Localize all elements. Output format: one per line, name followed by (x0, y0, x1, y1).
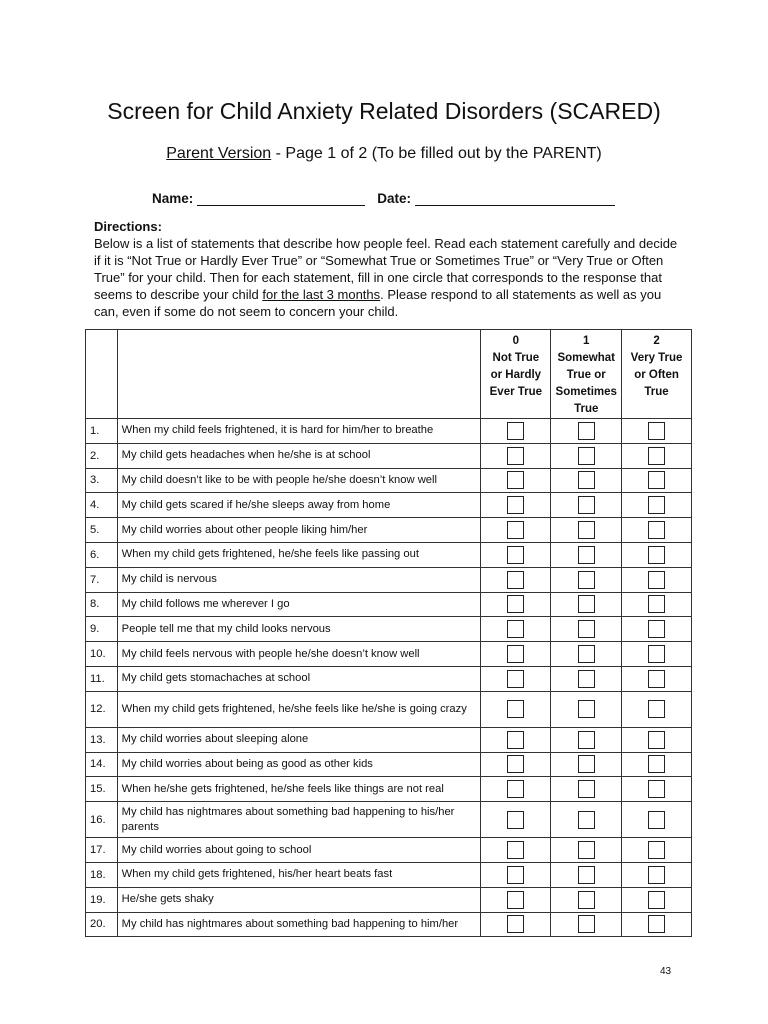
question-number: 18. (86, 862, 118, 887)
question-row (86, 493, 692, 518)
questions-body (86, 419, 692, 937)
answer-cell (622, 838, 692, 863)
answer-cell (622, 518, 692, 543)
questionnaire-table (85, 329, 692, 937)
question-text: When my child gets frightened, he/she feels like he/she is going crazy (117, 691, 481, 727)
question-number: 4. (86, 493, 118, 518)
page-subtitle (0, 145, 768, 163)
question-number: 13. (86, 727, 118, 752)
option-label-line: True (574, 403, 599, 415)
directions-text (94, 235, 684, 320)
answer-cell (481, 617, 551, 642)
name-date-row (152, 191, 632, 206)
answer-cell (551, 642, 622, 667)
answer-cell (551, 468, 622, 493)
answer-cell (481, 887, 551, 912)
answer-cell (481, 592, 551, 617)
answer-cell (481, 862, 551, 887)
answer-cell (551, 887, 622, 912)
question-row (86, 887, 692, 912)
answer-cell (481, 542, 551, 567)
question-row (86, 912, 692, 937)
answer-checkbox-2[interactable] (648, 496, 665, 514)
question-number: 3. (86, 468, 118, 493)
question-text: My child worries about being as good as other kids (117, 752, 481, 777)
answer-checkbox-0[interactable] (507, 915, 524, 933)
answer-checkbox-1[interactable] (578, 780, 595, 798)
question-row (86, 468, 692, 493)
option-label-line: Very True (630, 352, 683, 364)
option-label-line: Not True (492, 352, 540, 364)
option-label-line: or Often (634, 369, 679, 381)
question-number: 8. (86, 592, 118, 617)
question-text: My child has nightmares about something bad happening to his/her parents (117, 802, 481, 838)
question-row (86, 419, 692, 444)
question-text: When he/she gets frightened, he/she feels like things are not real (117, 777, 481, 802)
question-row (86, 727, 692, 752)
answer-cell (622, 542, 692, 567)
answer-checkbox-1[interactable] (578, 891, 595, 909)
directions-underlined-text: for the last 3 months (262, 287, 381, 302)
answer-cell (551, 542, 622, 567)
answer-checkbox-1[interactable] (578, 620, 595, 638)
answer-checkbox-0[interactable] (507, 546, 524, 564)
option-label-line: Sometimes (555, 386, 617, 398)
header-row (86, 330, 692, 419)
question-row (86, 862, 692, 887)
option-label-line: or Hardly (490, 369, 542, 381)
question-number: 20. (86, 912, 118, 937)
name-field[interactable] (197, 191, 365, 206)
question-number: 12. (86, 691, 118, 727)
directions-heading: Directions: (94, 219, 162, 234)
question-number: 9. (86, 617, 118, 642)
answer-cell (622, 727, 692, 752)
answer-checkbox-1[interactable] (578, 841, 595, 859)
question-row (86, 666, 692, 691)
question-number: 5. (86, 518, 118, 543)
answer-cell (551, 592, 622, 617)
answer-checkbox-0[interactable] (507, 595, 524, 613)
option-score: 1 (583, 335, 590, 347)
question-text: My child gets scared if he/she sleeps away from home (117, 493, 481, 518)
question-number: 17. (86, 838, 118, 863)
answer-checkbox-2[interactable] (648, 841, 665, 859)
question-text: When my child gets frightened, he/she feels like passing out (117, 542, 481, 567)
answer-checkbox-1[interactable] (578, 546, 595, 564)
answer-cell (622, 493, 692, 518)
question-text: My child follows me wherever I go (117, 592, 481, 617)
question-row (86, 518, 692, 543)
answer-cell (551, 862, 622, 887)
question-text: When my child feels frightened, it is hard for him/her to breathe (117, 419, 481, 444)
answer-cell (481, 518, 551, 543)
answer-checkbox-2[interactable] (648, 670, 665, 688)
answer-cell (551, 727, 622, 752)
question-number: 2. (86, 443, 118, 468)
question-row (86, 752, 692, 777)
question-number: 16. (86, 802, 118, 838)
header-option-1 (551, 330, 622, 419)
answer-checkbox-2[interactable] (648, 620, 665, 638)
answer-checkbox-1[interactable] (578, 700, 595, 718)
directions (94, 218, 684, 320)
answer-checkbox-1[interactable] (578, 731, 595, 749)
answer-checkbox-2[interactable] (648, 447, 665, 465)
question-text: My child worries about going to school (117, 838, 481, 863)
answer-cell (622, 777, 692, 802)
answer-checkbox-0[interactable] (507, 700, 524, 718)
answer-checkbox-1[interactable] (578, 422, 595, 440)
answer-checkbox-1[interactable] (578, 496, 595, 514)
question-number: 10. (86, 642, 118, 667)
question-text: My child worries about other people liking him/her (117, 518, 481, 543)
answer-cell (481, 666, 551, 691)
question-row (86, 691, 692, 727)
answer-checkbox-1[interactable] (578, 811, 595, 829)
header-option-0 (481, 330, 551, 419)
answer-cell (622, 691, 692, 727)
answer-checkbox-0[interactable] (507, 471, 524, 489)
answer-cell (622, 443, 692, 468)
answer-cell (622, 642, 692, 667)
answer-cell (481, 802, 551, 838)
answer-cell (551, 518, 622, 543)
answer-checkbox-2[interactable] (648, 645, 665, 663)
answer-cell (551, 419, 622, 444)
answer-checkbox-1[interactable] (578, 521, 595, 539)
question-row (86, 642, 692, 667)
question-text: My child worries about sleeping alone (117, 727, 481, 752)
question-text: My child doesn’t like to be with people he/she doesn’t know well (117, 468, 481, 493)
question-text: My child gets stomachaches at school (117, 666, 481, 691)
question-text: My child gets headaches when he/she is at school (117, 443, 481, 468)
question-row (86, 802, 692, 838)
answer-cell (622, 592, 692, 617)
answer-cell (481, 752, 551, 777)
answer-cell (551, 443, 622, 468)
answer-checkbox-1[interactable] (578, 915, 595, 933)
question-row (86, 777, 692, 802)
option-label-line: True (644, 386, 669, 398)
answer-checkbox-0[interactable] (507, 521, 524, 539)
answer-checkbox-2[interactable] (648, 755, 665, 773)
answer-cell (622, 752, 692, 777)
question-number: 14. (86, 752, 118, 777)
answer-checkbox-1[interactable] (578, 447, 595, 465)
answer-cell (481, 642, 551, 667)
option-label-line: True or (566, 369, 606, 381)
date-label: Date: (377, 191, 412, 206)
question-row (86, 617, 692, 642)
answer-checkbox-2[interactable] (648, 891, 665, 909)
header-option-2 (622, 330, 692, 419)
answer-checkbox-2[interactable] (648, 731, 665, 749)
answer-checkbox-2[interactable] (648, 780, 665, 798)
answer-checkbox-1[interactable] (578, 866, 595, 884)
version-label: Parent Version (166, 145, 272, 162)
question-row (86, 838, 692, 863)
answer-cell (622, 666, 692, 691)
answer-cell (622, 617, 692, 642)
answer-cell (481, 691, 551, 727)
option-score: 2 (653, 335, 660, 347)
answer-cell (481, 912, 551, 937)
answer-checkbox-2[interactable] (648, 422, 665, 440)
question-text: My child has nightmares about something bad happening to him/her (117, 912, 481, 937)
answer-cell (622, 887, 692, 912)
directions-text-part-end: . Please respond to all statements as well as you can, even if some do not seem to concern your child. (94, 287, 662, 319)
question-text: When my child gets frightened, his/her heart beats fast (117, 862, 481, 887)
answer-checkbox-0[interactable] (507, 780, 524, 798)
answer-cell (481, 443, 551, 468)
answer-cell (551, 691, 622, 727)
answer-checkbox-2[interactable] (648, 471, 665, 489)
question-row (86, 542, 692, 567)
question-text: My child feels nervous with people he/she doesn’t know well (117, 642, 481, 667)
answer-cell (481, 838, 551, 863)
answer-checkbox-1[interactable] (578, 755, 595, 773)
answer-checkbox-0[interactable] (507, 645, 524, 663)
answer-cell (481, 468, 551, 493)
answer-cell (551, 617, 622, 642)
answer-cell (622, 567, 692, 592)
answer-checkbox-0[interactable] (507, 620, 524, 638)
answer-checkbox-2[interactable] (648, 811, 665, 829)
answer-cell (551, 912, 622, 937)
answer-cell (622, 912, 692, 937)
answer-checkbox-1[interactable] (578, 595, 595, 613)
question-text: My child is nervous (117, 567, 481, 592)
answer-cell (622, 862, 692, 887)
answer-cell (551, 838, 622, 863)
header-blank-statement (117, 330, 481, 419)
answer-checkbox-2[interactable] (648, 700, 665, 718)
directions-text-part: Below is a list of statements that describe how people feel. Read each statement carefully and decide if it is “Not True or Hardly Ever True” or “Somewhat True or Sometimes True” or “Very True or Often True” for your child. Then for each statement, fill in one circle that corresponds to the response that seems to describe your child (94, 236, 678, 302)
answer-checkbox-1[interactable] (578, 471, 595, 489)
question-row (86, 443, 692, 468)
answer-cell (622, 419, 692, 444)
question-text: He/she gets shaky (117, 887, 481, 912)
question-number: 15. (86, 777, 118, 802)
answer-cell (481, 419, 551, 444)
question-row (86, 567, 692, 592)
answer-cell (551, 666, 622, 691)
question-number: 7. (86, 567, 118, 592)
page-number: 43 (660, 966, 672, 977)
answer-cell (622, 468, 692, 493)
answer-cell (551, 567, 622, 592)
answer-checkbox-0[interactable] (507, 422, 524, 440)
answer-checkbox-0[interactable] (507, 866, 524, 884)
answer-checkbox-0[interactable] (507, 447, 524, 465)
answer-cell (551, 752, 622, 777)
page-title: Screen for Child Anxiety Related Disorders (SCARED) (107, 98, 661, 124)
answer-checkbox-1[interactable] (578, 670, 595, 688)
answer-cell (622, 802, 692, 838)
question-text: People tell me that my child looks nervous (117, 617, 481, 642)
question-number: 11. (86, 666, 118, 691)
answer-checkbox-2[interactable] (648, 546, 665, 564)
answer-checkbox-0[interactable] (507, 811, 524, 829)
answer-checkbox-0[interactable] (507, 755, 524, 773)
answer-cell (481, 493, 551, 518)
answer-cell (551, 802, 622, 838)
answer-checkbox-2[interactable] (648, 595, 665, 613)
question-number: 1. (86, 419, 118, 444)
answer-cell (551, 777, 622, 802)
answer-cell (551, 493, 622, 518)
answer-checkbox-0[interactable] (507, 731, 524, 749)
option-label-line: Ever True (489, 386, 543, 398)
answer-checkbox-0[interactable] (507, 670, 524, 688)
answer-checkbox-0[interactable] (507, 496, 524, 514)
answer-checkbox-2[interactable] (648, 521, 665, 539)
subtitle-rest: - Page 1 of 2 (To be filled out by the PARENT) (271, 145, 602, 162)
option-label-line: Somewhat (557, 352, 615, 364)
question-row (86, 592, 692, 617)
question-number: 19. (86, 887, 118, 912)
name-label: Name: (152, 191, 194, 206)
answer-checkbox-0[interactable] (507, 891, 524, 909)
question-number: 6. (86, 542, 118, 567)
answer-cell (481, 727, 551, 752)
date-field[interactable] (415, 191, 615, 206)
answer-cell (481, 567, 551, 592)
answer-checkbox-2[interactable] (648, 571, 665, 589)
answer-checkbox-1[interactable] (578, 571, 595, 589)
option-score: 0 (512, 335, 520, 347)
answer-checkbox-2[interactable] (648, 866, 665, 884)
answer-checkbox-0[interactable] (507, 841, 524, 859)
answer-checkbox-1[interactable] (578, 645, 595, 663)
header-blank-num (86, 330, 118, 419)
answer-checkbox-0[interactable] (507, 571, 524, 589)
answer-checkbox-2[interactable] (648, 915, 665, 933)
answer-cell (481, 777, 551, 802)
